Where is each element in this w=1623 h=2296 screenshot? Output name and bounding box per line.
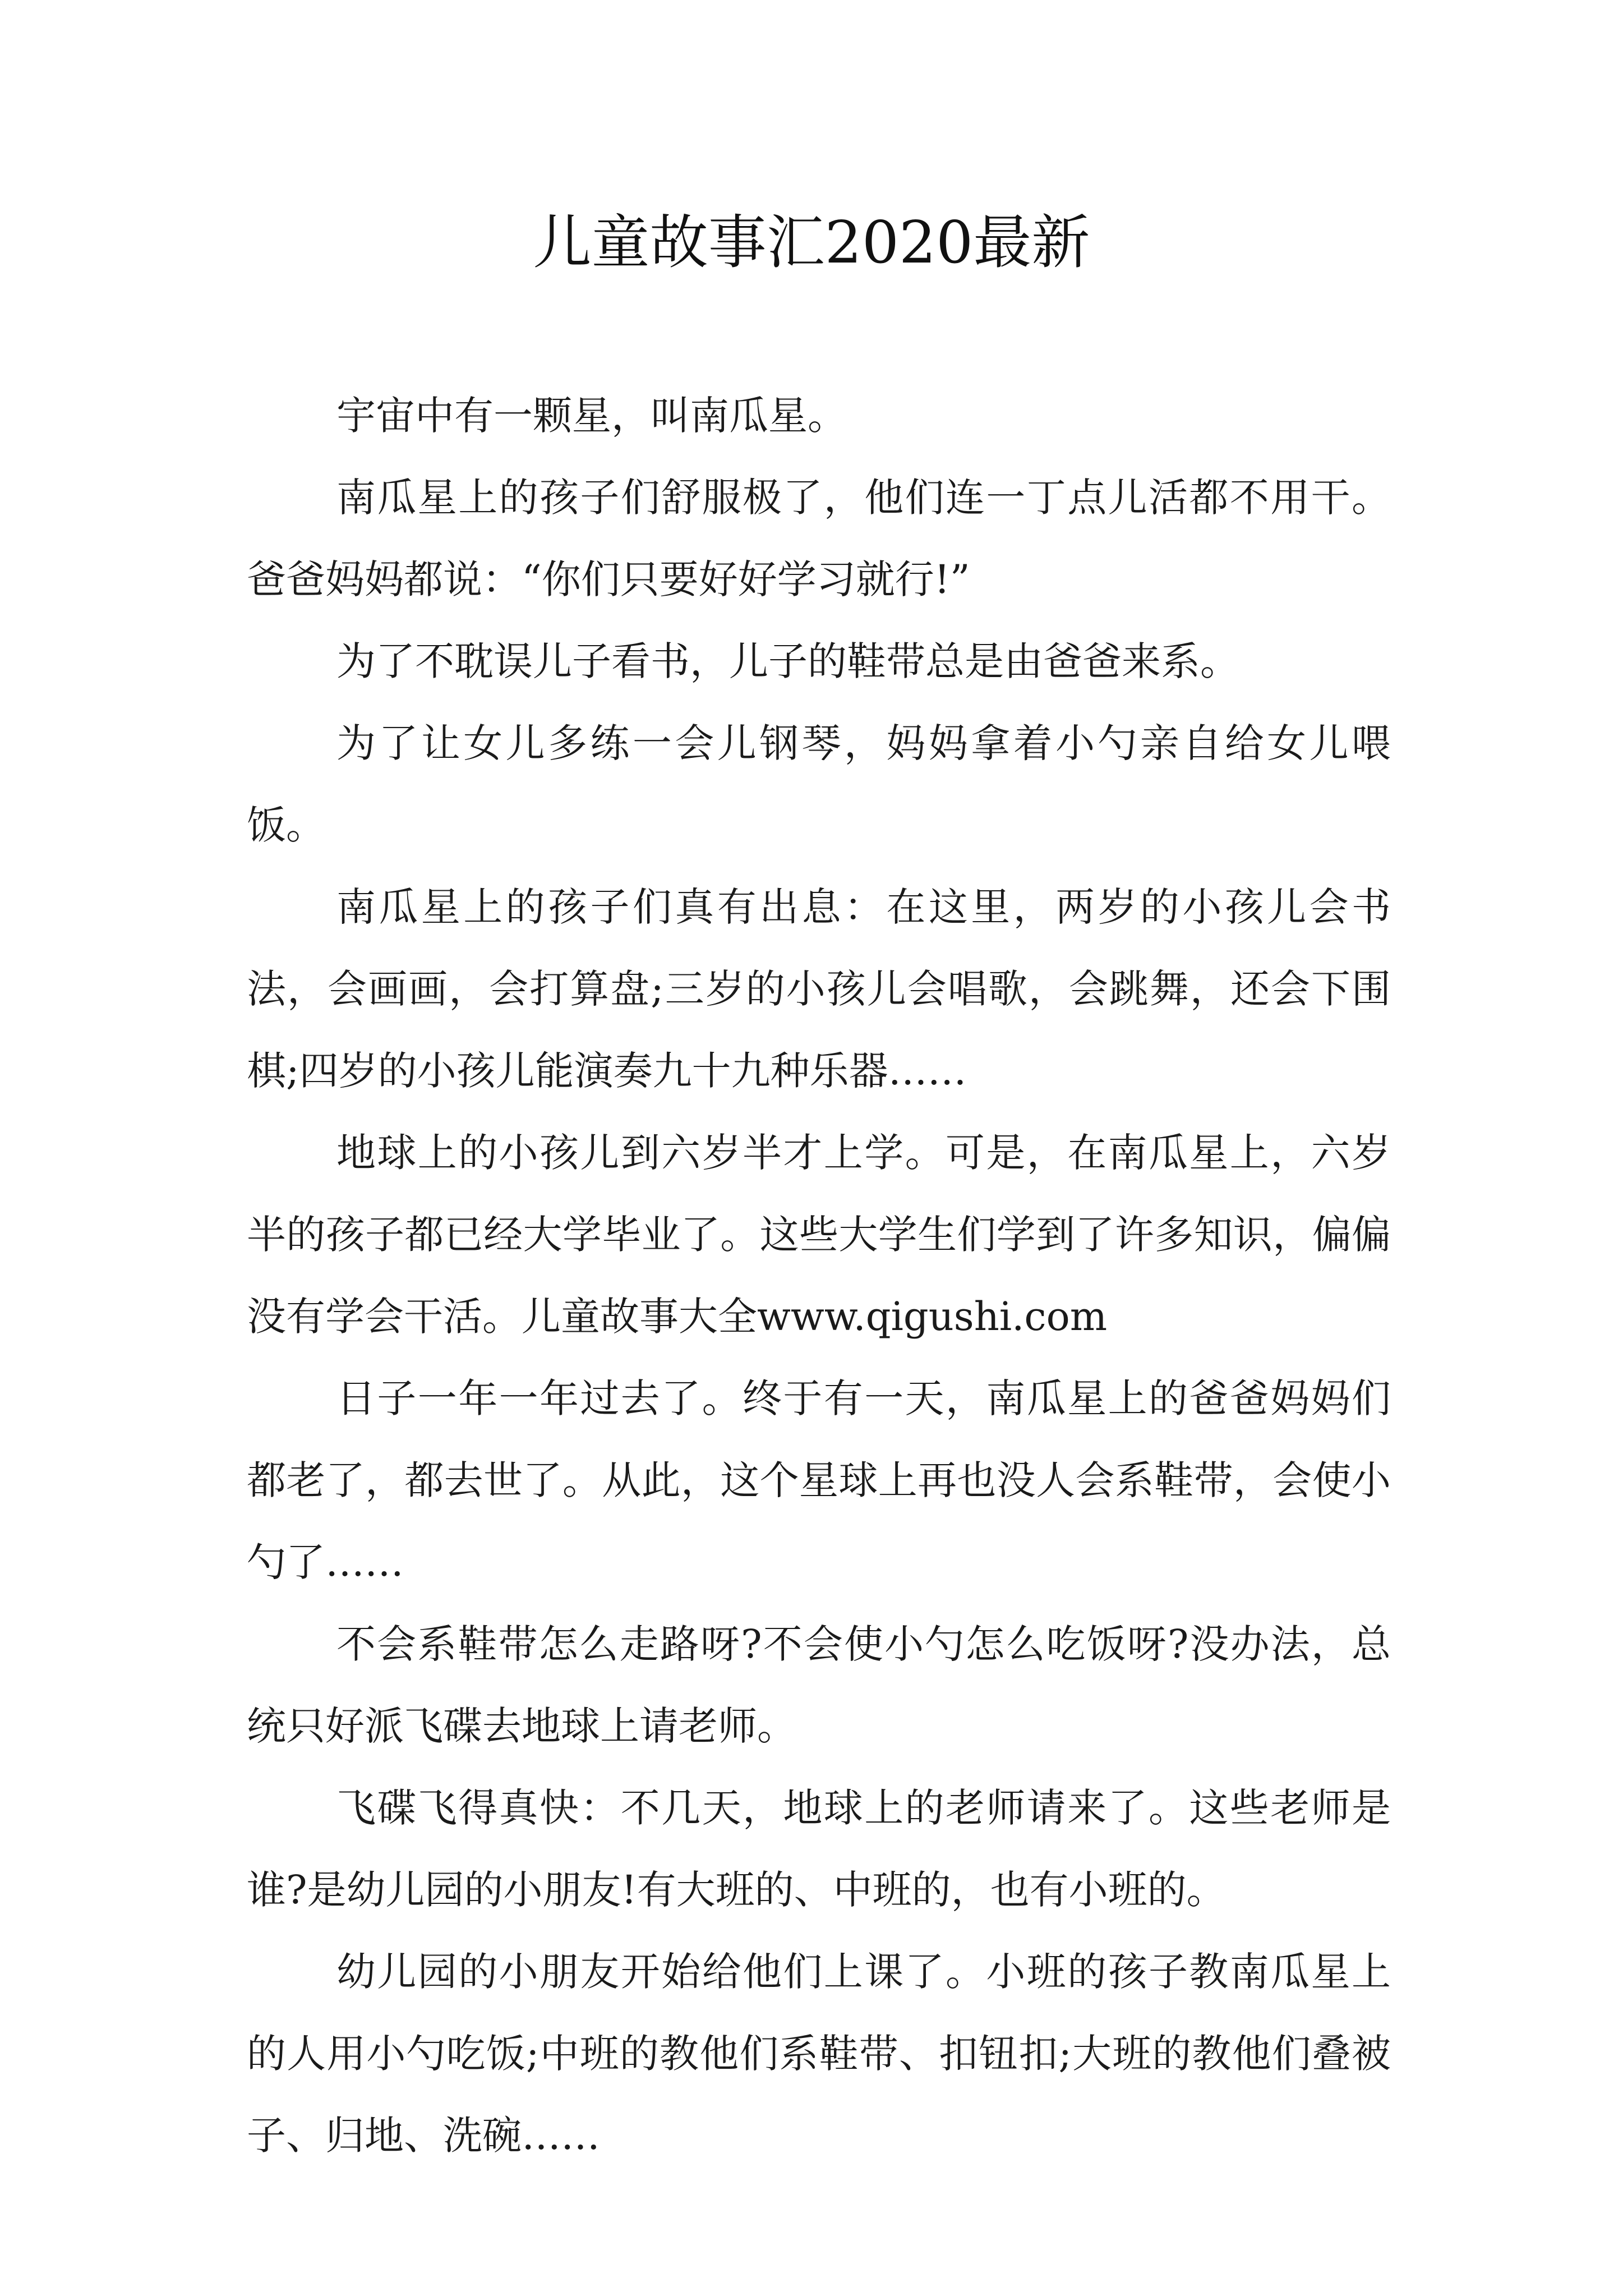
paragraph-5: 南瓜星上的孩子们真有出息：在这里，两岁的小孩儿会书法，会画画，会打算盘;三岁的小孩儿会唱歌，会跳舞，还会下围棋;四岁的小孩儿能演奏九十九种乐器…… bbox=[247, 884, 1391, 1094]
paragraph-10: 幼儿园的小朋友开始给他们上课了。小班的孩子教南瓜星上的人用小勺吃饭;中班的教他们系鞋带、扣钮扣;大班的教他们叠被子、归地、洗碗…… bbox=[247, 1949, 1391, 2159]
paragraph-1: 宇宙中有一颗星，叫南瓜星。 bbox=[336, 393, 847, 439]
paragraph-6: 地球上的小孩儿到六岁半才上学。可是，在南瓜星上，六岁半的孩子都已经大学毕业了。这些大学生们学到了许多知识，偏偏没有学会干活。儿童故事大全www.qigushi.com bbox=[247, 1130, 1391, 1340]
paragraph-2: 南瓜星上的孩子们舒服极了，他们连一丁点儿活都不用干。爸爸妈妈都说：“你们只要好好学习就行!” bbox=[247, 475, 1391, 602]
paragraph-9: 飞碟飞得真快：不几天，地球上的老师请来了。这些老师是谁?是幼儿园的小朋友!有大班的、中班的，也有小班的。 bbox=[247, 1785, 1391, 1913]
paragraph-4: 为了让女儿多练一会儿钢琴，妈妈拿着小勺亲自给女儿喂饭。 bbox=[247, 720, 1391, 848]
document-title: 儿童故事汇2020最新 bbox=[533, 208, 1090, 277]
document-body bbox=[247, 375, 1391, 2177]
paragraph-3: 为了不耽误儿子看书，儿子的鞋带总是由爸爸来系。 bbox=[336, 638, 1239, 684]
paragraph-8: 不会系鞋带怎么走路呀?不会使小勺怎么吃饭呀?没办法，总统只好派飞碟去地球上请老师。 bbox=[247, 1621, 1391, 1749]
paragraph-7: 日子一年一年过去了。终于有一天，南瓜星上的爸爸妈妈们都老了，都去世了。从此，这个星球上再也没人会系鞋带，会使小勺了…… bbox=[247, 1375, 1391, 1585]
